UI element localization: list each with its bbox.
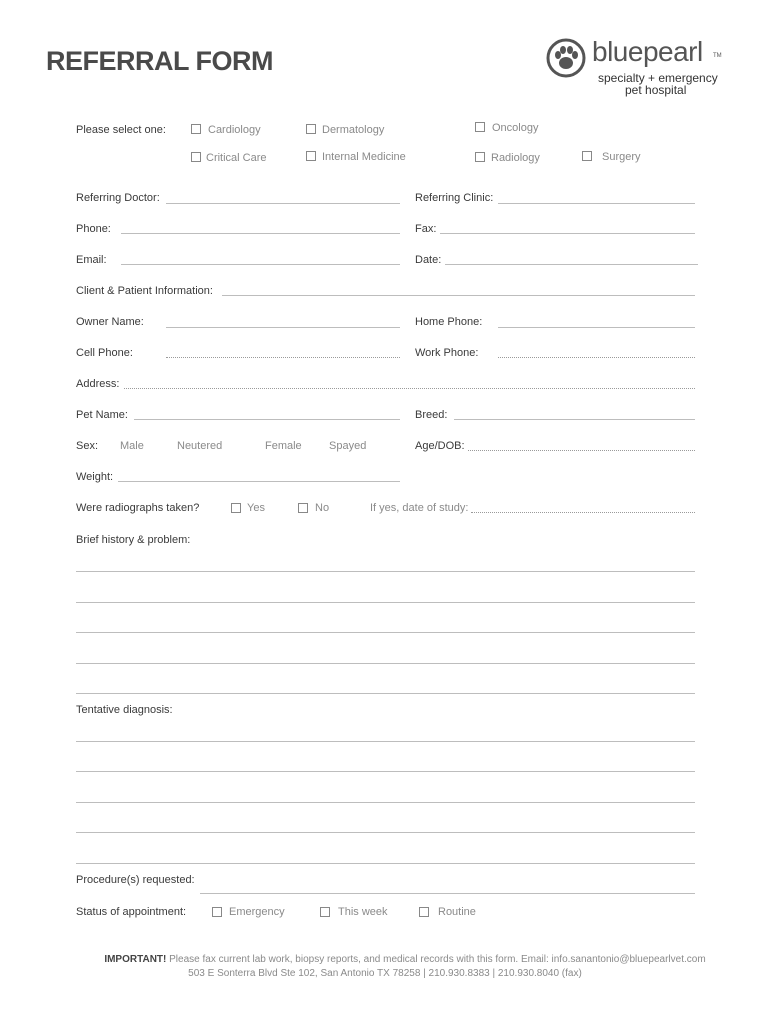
surgery-checkbox[interactable] — [582, 151, 592, 161]
footer-notice-text: Please fax current lab work, biopsy reports, and medical records with this form. Email: info.sanantonio@bluepearlvet.com — [166, 954, 706, 965]
radiology-label: Radiology — [491, 152, 540, 164]
cell-phone-field[interactable] — [166, 357, 400, 358]
phone-label: Phone: — [76, 223, 111, 235]
owner-name-field[interactable] — [166, 327, 400, 328]
referring-doctor-label: Referring Doctor: — [76, 192, 160, 204]
email-field[interactable] — [121, 264, 400, 265]
referring-doctor-field[interactable] — [166, 203, 400, 204]
tentative-diagnosis-line[interactable] — [76, 741, 695, 742]
email-label: Email: — [76, 254, 107, 266]
tentative-diagnosis-line[interactable] — [76, 863, 695, 864]
critical-care-checkbox[interactable] — [191, 152, 201, 162]
age-dob-label: Age/DOB: — [415, 440, 465, 452]
select-one-label: Please select one: — [76, 124, 166, 136]
logo-tagline-1: specialty + emergency — [598, 71, 718, 85]
owner-name-label: Owner Name: — [76, 316, 144, 328]
tentative-diagnosis-line[interactable] — [76, 832, 695, 833]
logo-wordmark: bluepearl — [592, 36, 703, 67]
bluepearl-logo — [546, 36, 726, 98]
tentative-diagnosis-line[interactable] — [76, 771, 695, 772]
cardiology-checkbox[interactable] — [191, 124, 201, 134]
brief-history-line[interactable] — [76, 693, 695, 694]
critical-care-label: Critical Care — [206, 152, 267, 164]
radiographs-yes-checkbox[interactable] — [231, 503, 241, 513]
logo-trademark: TM — [713, 53, 722, 59]
brief-history-line[interactable] — [76, 571, 695, 572]
footer-important: IMPORTANT! — [104, 954, 167, 965]
tentative-diagnosis-line[interactable] — [76, 802, 695, 803]
pet-name-label: Pet Name: — [76, 409, 128, 421]
status-emergency-label: Emergency — [229, 906, 285, 918]
surgery-label: Surgery — [602, 151, 641, 163]
fax-label: Fax: — [415, 223, 437, 235]
sex-label: Sex: — [76, 440, 99, 452]
address-label: Address: — [76, 378, 120, 390]
cell-phone-label: Cell Phone: — [76, 347, 133, 359]
logo-tagline-2: pet hospital — [625, 83, 687, 97]
date-of-study-field[interactable] — [471, 512, 695, 513]
home-phone-field[interactable] — [498, 327, 695, 328]
radiographs-yes-label: Yes — [247, 502, 265, 514]
referring-clinic-field[interactable] — [498, 203, 695, 204]
radiographs-no-checkbox[interactable] — [298, 503, 308, 513]
footer-address: 503 E Sonterra Blvd Ste 102, San Antonio TX 78258 | 210.930.8383 | 210.930.8040 (fax) — [188, 968, 582, 979]
procedures-field[interactable] — [200, 893, 695, 894]
form-title: REFERRAL FORM — [46, 46, 273, 76]
tentative-diagnosis-label: Tentative diagnosis: — [76, 704, 173, 716]
brief-history-line[interactable] — [76, 602, 695, 603]
status-label: Status of appointment: — [76, 906, 187, 918]
breed-field[interactable] — [454, 419, 695, 420]
dermatology-checkbox[interactable] — [306, 124, 316, 134]
referring-clinic-label: Referring Clinic: — [415, 192, 494, 204]
sex-option-neutered[interactable]: Neutered — [177, 440, 223, 452]
paw-icon — [546, 38, 586, 78]
oncology-checkbox[interactable] — [475, 122, 485, 132]
work-phone-field[interactable] — [498, 357, 695, 358]
status-this-week-label: This week — [338, 906, 388, 918]
breed-label: Breed: — [415, 409, 448, 421]
radiographs-no-label: No — [315, 502, 330, 514]
status-this-week-checkbox[interactable] — [320, 907, 330, 917]
brief-history-line[interactable] — [76, 632, 695, 633]
status-routine-label: Routine — [438, 906, 476, 918]
status-emergency-checkbox[interactable] — [212, 907, 222, 917]
internal-medicine-checkbox[interactable] — [306, 151, 316, 161]
brief-history-label: Brief history & problem: — [76, 534, 191, 546]
weight-label: Weight: — [76, 471, 114, 483]
oncology-label: Oncology — [492, 122, 539, 134]
internal-medicine-label: Internal Medicine — [322, 151, 406, 163]
sex-option-female[interactable]: Female — [265, 440, 302, 452]
pet-name-field[interactable] — [134, 419, 400, 420]
date-label: Date: — [415, 254, 442, 266]
radiology-checkbox[interactable] — [475, 152, 485, 162]
dermatology-label: Dermatology — [322, 124, 385, 136]
procedures-label: Procedure(s) requested: — [76, 874, 195, 886]
status-routine-checkbox[interactable] — [419, 907, 429, 917]
date-field[interactable] — [445, 264, 698, 265]
fax-field[interactable] — [440, 233, 695, 234]
sex-option-male[interactable]: Male — [120, 440, 144, 452]
address-field[interactable] — [124, 388, 695, 389]
weight-field[interactable] — [118, 481, 400, 482]
work-phone-label: Work Phone: — [415, 347, 479, 359]
footer-notice — [0, 954, 770, 965]
client-patient-label: Client & Patient Information: — [76, 285, 213, 297]
client-patient-field[interactable] — [222, 295, 695, 296]
radiographs-label: Were radiographs taken? — [76, 502, 200, 514]
home-phone-label: Home Phone: — [415, 316, 483, 328]
brief-history-line[interactable] — [76, 663, 695, 664]
sex-option-spayed[interactable]: Spayed — [329, 440, 367, 452]
cardiology-label: Cardiology — [208, 124, 261, 136]
age-dob-field[interactable] — [468, 450, 695, 451]
date-of-study-label: If yes, date of study: — [370, 502, 469, 514]
phone-field[interactable] — [121, 233, 400, 234]
